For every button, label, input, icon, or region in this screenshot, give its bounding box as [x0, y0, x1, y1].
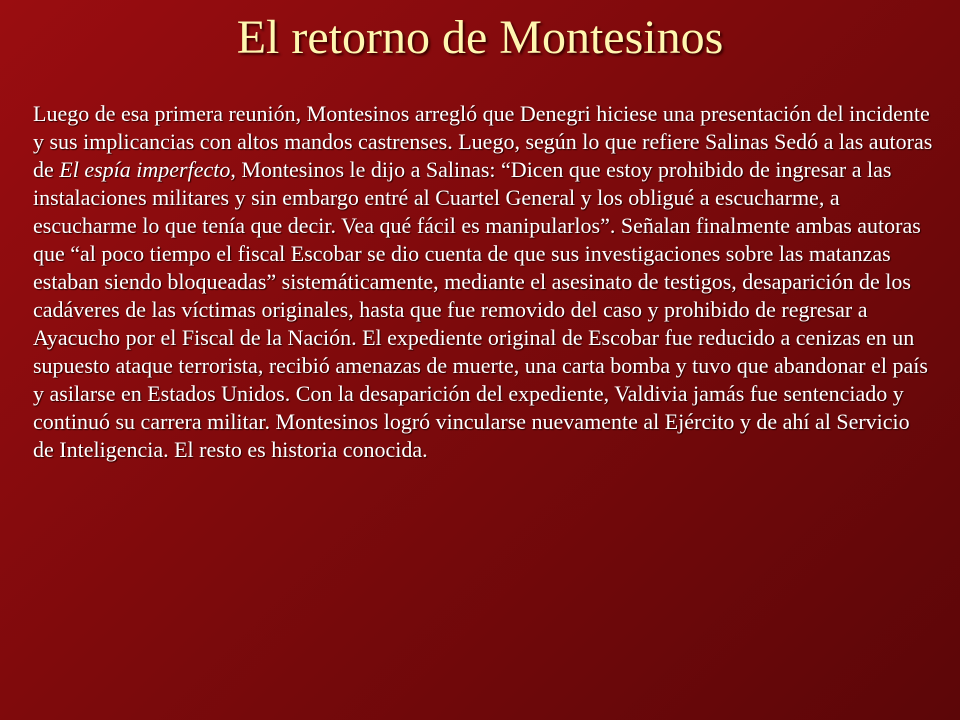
slide-body-paragraph [33, 100, 933, 464]
book-title: El espía imperfecto [59, 157, 231, 182]
paragraph-text-part-1: Luego de esa primera reunión, Montesinos arregló que Denegri hiciese una presentación del incidente y sus implicancias con altos mandos castrenses. Luego, según lo que refiere Salinas Sedó a las autoras de [33, 101, 933, 182]
paragraph-text-part-2: , Montesinos le dijo a Salinas: “Dicen que estoy prohibido de ingresar a las instalaciones militares y sin embargo entré al Cuartel General y los obligué a escucharme, a escucharme lo que tenía que decir. Vea qué fácil es manipularlos”. Señalan finalmente ambas autoras que “al poco tiempo el fiscal Escobar se dio cuenta de que sus investigaciones sobre las matanzas estaban siendo bloqueadas” sistemáticamente, mediante el asesinato de testigos, desaparición de los cadáveres de las víctimas originales, hasta que fue removido del caso y prohibido de regresar a Ayacucho por el Fiscal de la Nación. El expediente original de Escobar fue reducido a cenizas en un supuesto ataque terrorista, recibió amenazas de muerte, una carta bomba y tuvo que abandonar el país y asilarse en Estados Unidos. Con la desaparición del expediente, Valdivia jamás fue sentenciado y continuó su carrera militar. Montesinos logró vincularse nuevamente al Ejército y de ahí al Servicio de Inteligencia. El resto es historia conocida. [33, 157, 928, 462]
slide-title: El retorno de Montesinos [236, 11, 724, 64]
